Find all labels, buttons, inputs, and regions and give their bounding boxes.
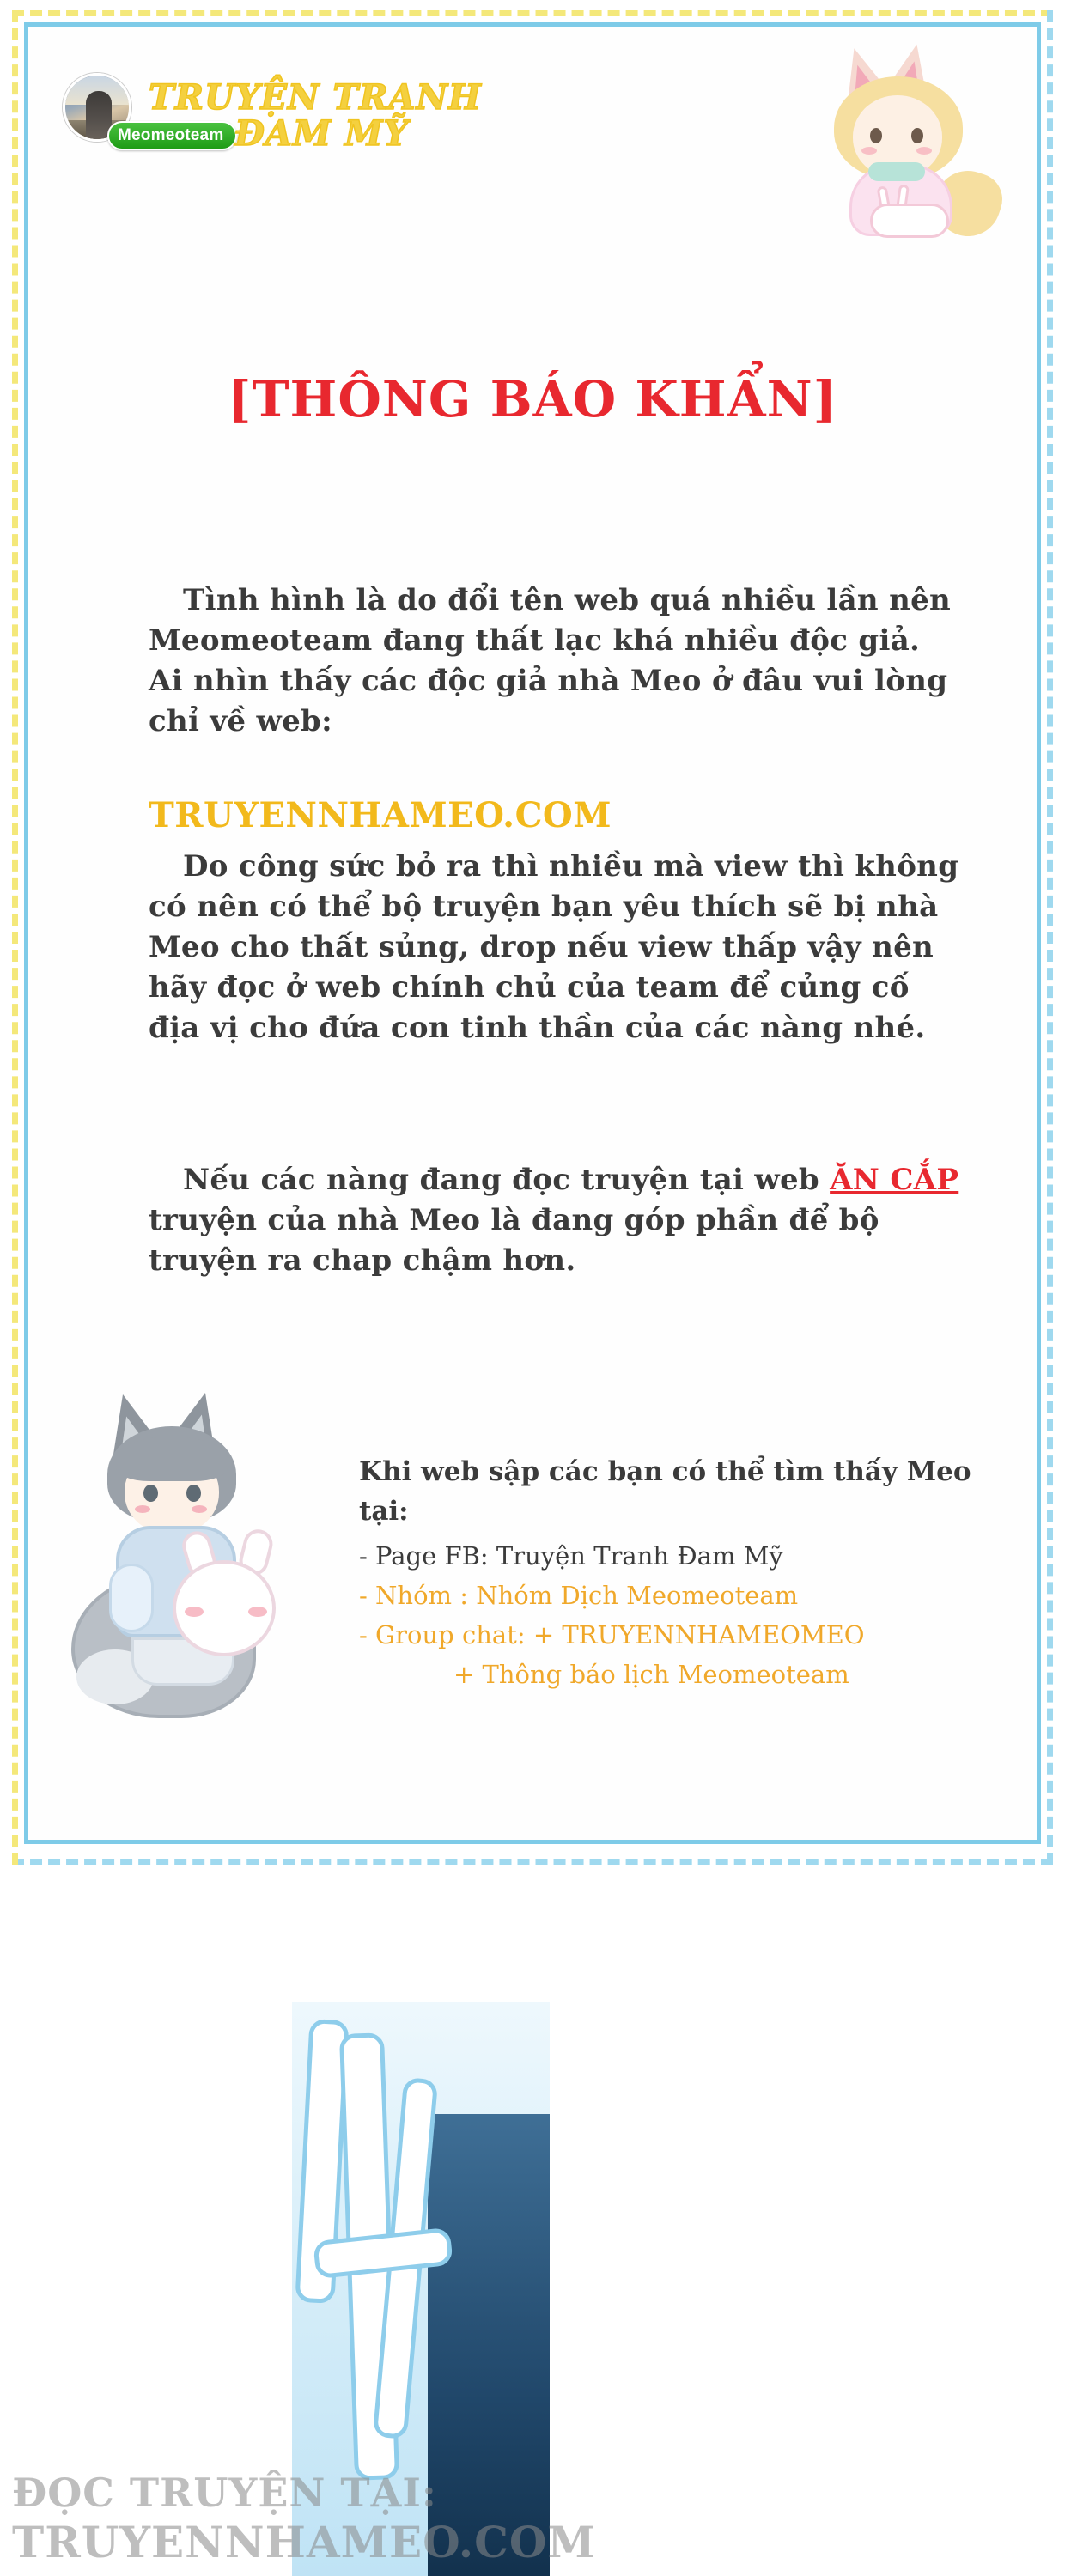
wolf-boy-eye-right <box>186 1485 201 1502</box>
wolf-boy-sticker <box>71 1392 312 1753</box>
header <box>63 63 681 157</box>
list-item[interactable]: - Nhóm : Nhóm Dịch Meomeoteam <box>359 1581 799 1610</box>
white-plush-blush-left <box>185 1607 204 1617</box>
fox-girl-sticker <box>815 42 1004 240</box>
watermark-line-1: ĐỌC TRUYỆN TẠI: <box>12 2470 437 2516</box>
watermark-line-2: TRUYENNHAMEO.COM <box>12 2517 596 2567</box>
fox-girl-blush-left <box>861 147 877 155</box>
wolf-boy-eye-left <box>143 1485 158 1502</box>
paragraph-3-pre: Nếu các nàng đang đọc truyện tại web <box>183 1163 831 1197</box>
page-title: [THÔNG BÁO KHẨN] <box>227 370 838 428</box>
bunny-plush-icon <box>870 204 949 238</box>
watermark <box>12 2468 596 2567</box>
paragraph-3-highlight: ĂN CẮP <box>830 1163 959 1197</box>
white-plush-blush-right <box>248 1607 267 1617</box>
contact-lead: Khi web sập các bạn có thể tìm thấy Meo tại: <box>359 1456 971 1527</box>
dashed-border-right <box>1047 10 1053 1865</box>
contact-block <box>359 1452 995 1694</box>
fox-girl-collar <box>868 162 925 181</box>
wolf-boy-fringe <box>116 1437 228 1481</box>
brand-line-1: TRUYỆN TRANH <box>149 77 482 118</box>
fox-girl-eye-left <box>870 128 882 143</box>
fox-girl-blush-right <box>916 147 932 155</box>
paragraph-3-post: truyện của nhà Meo là đang góp phần để bộ truyện ra chap chậm hơn. <box>149 1203 879 1278</box>
dashed-border-bottom <box>12 1859 1053 1865</box>
dashed-border-left <box>12 10 18 1865</box>
paragraph-1: Tình hình là do đổi tên web quá nhiều lần nên Meomeoteam đang thất lạc khá nhiều độc giả. Ai nhìn thấy các độc giả nhà Meo ở đâu vui lòng chỉ về web: <box>149 583 952 738</box>
brand-line-2: ĐAM MỸ <box>234 113 410 154</box>
paragraph-3 <box>149 1160 965 1281</box>
list-item[interactable]: - Page FB: Truyện Tranh Đam Mỹ <box>359 1541 783 1571</box>
announcement-card <box>24 22 1041 1844</box>
wolf-boy-sleeve <box>109 1564 154 1632</box>
wolf-boy-blush-left <box>135 1505 150 1513</box>
brand-wordmark <box>149 77 664 154</box>
team-badge: Meomeoteam <box>107 121 237 150</box>
website-url[interactable]: TRUYENNHAMEO.COM <box>149 795 612 835</box>
dashed-border-top <box>12 10 1053 16</box>
list-item[interactable]: - Group chat: + TRUYENNHAMEOMEO <box>359 1620 865 1649</box>
list-item[interactable]: + Thông báo lịch Meomeoteam <box>453 1660 849 1689</box>
fox-girl-eye-right <box>911 128 923 143</box>
paragraph-2: Do công sức bỏ ra thì nhiều mà view thì không có nên có thể bộ truyện bạn yêu thích sẽ bị nhà Meo cho thất sủng, drop nếu view thấp vậy nên hãy đọc ở web chính chủ của team để củng cố địa vị cho đứa con tinh thần của các nàng nhé. <box>149 849 959 1045</box>
wolf-boy-blush-right <box>192 1505 207 1513</box>
